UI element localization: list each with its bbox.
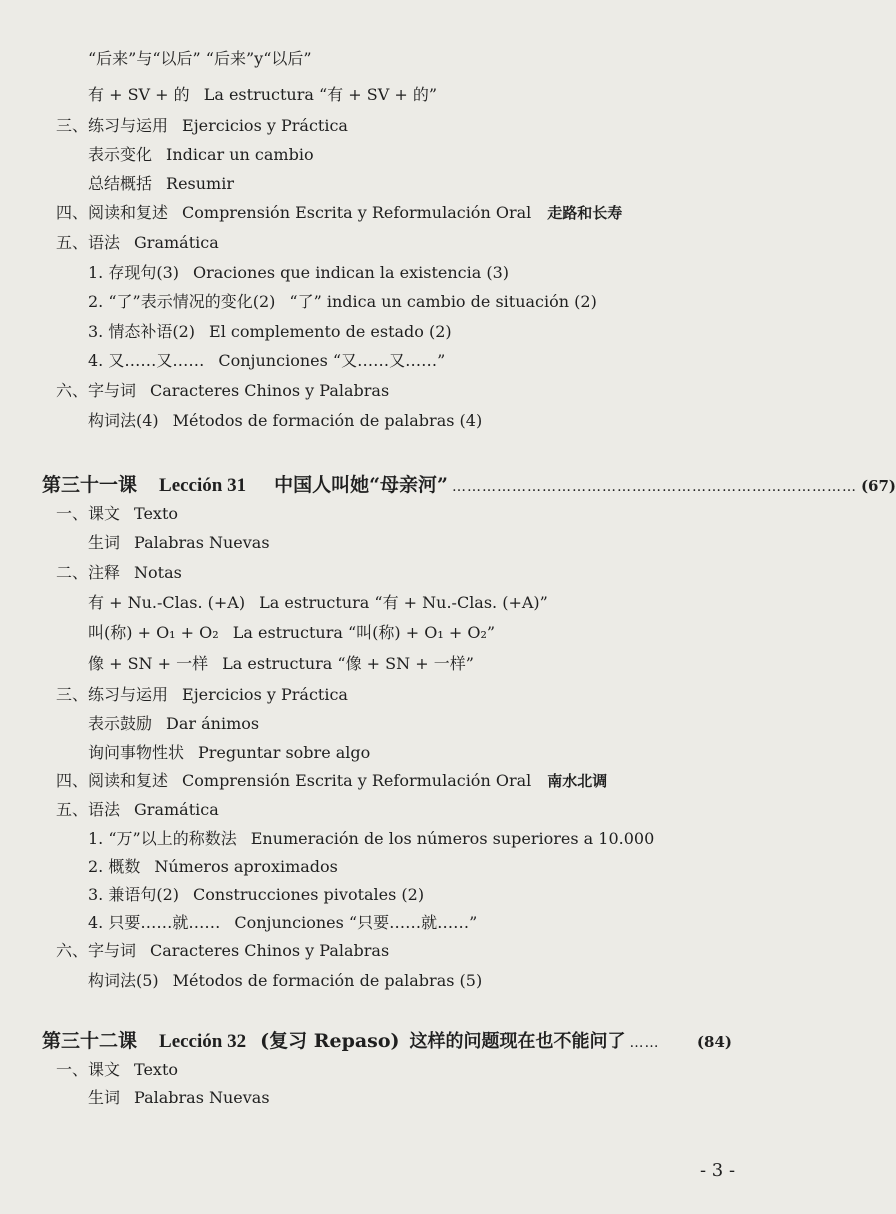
toc-item: 生词 Palabras Nuevas	[88, 1088, 270, 1107]
section-heading: 六、字与词 Caracteres Chinos y Palabras	[56, 941, 390, 960]
toc-item: 4. 又……又…… Conjunciones “又……又……”	[88, 351, 446, 370]
section-heading: 四、阅读和复述 Comprensión Escrita y Reformulación Oral 走路和长寿	[56, 203, 623, 222]
review-label: (复习 Repaso)	[260, 1030, 400, 1052]
toc-item: 1. “万”以上的称数法 Enumeración de los números superiores a 10.000	[88, 829, 655, 848]
toc-item: 1. 存现句(3) Oraciones que indican la existencia (3)	[88, 263, 510, 282]
leader-dots: ……	[629, 1035, 660, 1051]
section-heading: 三、练习与运用 Ejercicios y Práctica	[56, 116, 348, 135]
reading-title: 南水北调	[547, 772, 608, 790]
note-item: “后来”与“以后” “后来”y“以后”	[88, 49, 312, 68]
note-item: 有 + SV + 的 La estructura “有 + SV + 的”	[88, 85, 438, 104]
toc-item: 2. “了”表示情况的变化(2) “了” indica un cambio de situación (2)	[88, 292, 597, 311]
section-heading: 三、练习与运用 Ejercicios y Práctica	[56, 685, 348, 704]
section-heading: 五、语法 Gramática	[56, 233, 219, 252]
toc-item: 像 + SN + 一样 La estructura “像 + SN + 一样”	[88, 654, 474, 673]
toc-item: 3. 情态补语(2) El complemento de estado (2)	[88, 322, 452, 341]
page-ref: (84)	[696, 1033, 732, 1051]
toc-item: 总结概括 Resumir	[88, 174, 234, 193]
toc-item: 生词 Palabras Nuevas	[88, 533, 270, 552]
section-heading: 一、课文 Texto	[56, 504, 178, 523]
section-heading: 六、字与词 Caracteres Chinos y Palabras	[56, 381, 390, 400]
toc-item: 构词法(4) Métodos de formación de palabras (4)	[88, 411, 483, 430]
lesson-32-heading[interactable]: 第三十二课 Lección 32 (复习 Repaso) 这样的问题现在也不能问了 …… (84)	[42, 1028, 732, 1056]
toc-item: 4. 只要……就…… Conjunciones “只要……就……”	[88, 913, 478, 932]
toc-item: 3. 兼语句(2) Construcciones pivotales (2)	[88, 885, 425, 904]
page-ref: (67)	[860, 477, 896, 495]
toc-item: 表示鼓励 Dar ánimos	[88, 714, 260, 733]
lesson-31-heading[interactable]: 第三十一课 Lección 31 中国人叫她“母亲河” ……………………………………………………………………… (67)	[42, 472, 732, 500]
leader-dots: ………………………………………………………………………	[451, 479, 857, 495]
toc-item: 表示变化 Indicar un cambio	[88, 145, 314, 164]
toc-item: 构词法(5) Métodos de formación de palabras (5)	[88, 971, 483, 990]
section-heading: 二、注释 Notas	[56, 563, 182, 582]
toc-item: 叫(称) + O₁ + O₂ La estructura “叫(称) + O₁ + O₂”	[88, 623, 496, 642]
section-heading: 五、语法 Gramática	[56, 800, 219, 819]
toc-item: 2. 概数 Números aproximados	[88, 857, 338, 876]
section-heading: 四、阅读和复述 Comprensión Escrita y Reformulación Oral 南水北调	[56, 771, 608, 790]
toc-item: 有 + Nu.-Clas. (+A) La estructura “有 + Nu.-Clas. (+A)”	[88, 593, 548, 612]
section-heading: 一、课文 Texto	[56, 1060, 178, 1079]
reading-title: 走路和长寿	[547, 204, 623, 222]
page-number: - 3 -	[700, 1160, 736, 1181]
toc-item: 询问事物性状 Preguntar sobre algo	[88, 743, 371, 762]
